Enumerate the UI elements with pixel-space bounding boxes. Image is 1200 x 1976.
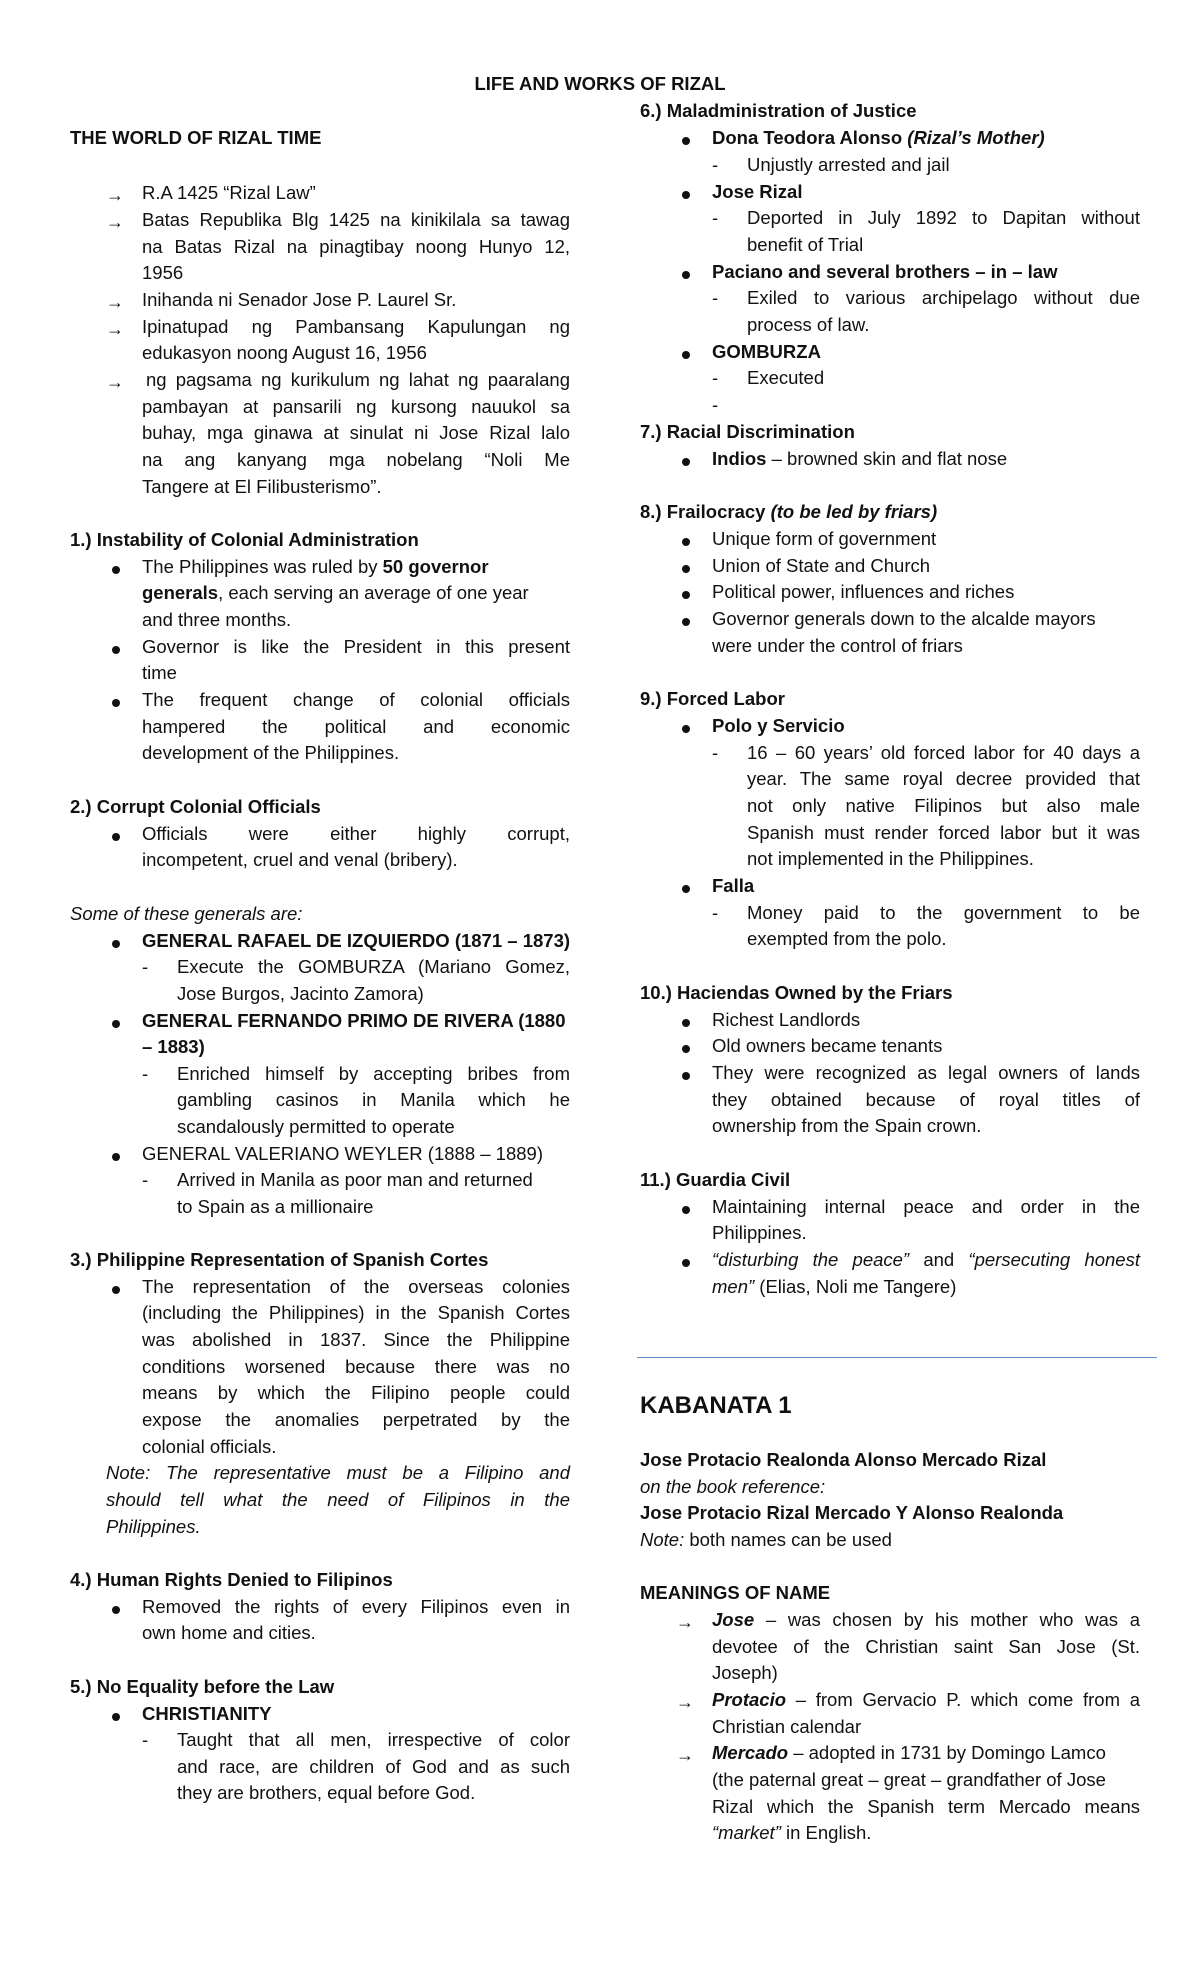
list-item-line: pambayan at pansarili ng kursong nauukol sa [142,396,570,417]
section-heading-4: 4.) Human Rights Denied to Filipinos [70,1569,393,1590]
full-name-reference: Jose Protacio Rizal Mercado Y Alonso Realonda [640,1502,1064,1523]
dash-marker: - [142,1063,149,1084]
section-heading-1: 1.) Instability of Colonial Administration [70,529,419,550]
list-subitem-line: and race, are children of God and as such [177,1756,570,1777]
list-item: They were recognized as legal owners of lands [712,1062,1140,1083]
list-item: Richest Landlords [712,1009,861,1030]
list-item: Governor is like the President in this present [142,636,570,657]
section-heading-2: 2.) Corrupt Colonial Officials [70,796,321,817]
list-item-line: colonial officials. [142,1436,277,1457]
list-item: Inihanda ni Senador Jose P. Laurel Sr. [142,289,457,310]
list-item-line: Joseph) [712,1662,778,1683]
generals-intro: Some of these generals are: [70,903,303,924]
list-item: The Philippines was ruled by 50 governor [142,556,489,577]
list-item-line: Tangere at El Filibusterismo”. [142,476,382,497]
dash-marker: - [142,956,149,977]
bullet-icon [112,833,120,841]
list-item: R.A 1425 “Rizal Law” [142,182,316,203]
section-divider [637,1357,1157,1358]
list-subitem-line: not implemented in the Philippines. [747,848,1034,869]
list-subitem-line: exempted from the polo. [747,928,947,949]
list-item-line: “market” in English. [712,1822,872,1843]
list-subitem-line: year. The same royal decree provided that [747,768,1140,789]
section-heading-6: 6.) Maladministration of Justice [640,100,917,121]
bullet-icon [112,1153,120,1161]
arrow-icon: → [676,1745,694,1765]
list-item-line: expose the anomalies perpetrated by the [142,1409,570,1430]
dash-marker: - [712,902,719,923]
bullet-icon [112,646,120,654]
list-item-line: (including the Philippines) in the Spanish Cortes [142,1302,570,1323]
bullet-icon [112,940,120,948]
list-item-line: (the paternal great – great – grandfather of Jose [712,1769,1106,1790]
list-subitem: Arrived in Manila as poor man and returned [177,1169,533,1190]
list-item-line: devotee of the Christian saint San Jose (St. [712,1636,1140,1657]
dash-marker: - [712,207,719,228]
list-subitem-line: process of law. [747,314,870,335]
dash-marker: - [142,1729,149,1750]
bullet-icon [112,699,120,707]
note-text: Note: both names can be used [640,1529,892,1550]
list-item-line: they obtained because of royal titles of [712,1089,1140,1110]
dash-marker: - [712,394,719,415]
bullet-icon [112,566,120,574]
list-item: GOMBURZA [712,341,821,362]
list-item: “disturbing the peace” and “persecuting honest [712,1249,1140,1270]
arrow-icon: → [676,1612,694,1632]
dash-marker: - [712,287,719,308]
list-item-line: ownership from the Spain crown. [712,1115,982,1136]
section-heading-5: 5.) No Equality before the Law [70,1676,335,1697]
section-heading-10: 10.) Haciendas Owned by the Friars [640,982,953,1003]
list-item-line: own home and cities. [142,1622,316,1643]
list-item: Political power, influences and riches [712,581,1015,602]
list-item-line: time [142,662,177,683]
list-subitem: Deported in July 1892 to Dapitan without [747,207,1140,228]
list-item: Removed the rights of every Filipinos even in [142,1596,570,1617]
arrow-icon: → [106,185,124,205]
list-item-line: Rizal which the Spanish term Mercado means [712,1796,1140,1817]
reference-label: on the book reference: [640,1476,826,1497]
dash-marker: - [712,367,719,388]
bullet-icon [682,1045,690,1053]
list-subitem-line: they are brothers, equal before God. [177,1782,476,1803]
list-item: Indios – browned skin and flat nose [712,448,1008,469]
bullet-icon [682,1072,690,1080]
list-item-line: generals, each serving an average of one year [142,582,529,603]
list-item-line: Christian calendar [712,1716,862,1737]
list-item-line: means by which the Filipino people could [142,1382,570,1403]
list-item-line: 1956 [142,262,184,283]
full-name: Jose Protacio Realonda Alonso Mercado Rizal [640,1449,1047,1470]
list-subitem-line: Spanish must render forced labor but it was [747,822,1140,843]
list-item-line: hampered the political and economic [142,716,570,737]
bullet-icon [682,271,690,279]
list-subitem-line: not only native Filipinos but also male [747,795,1140,816]
meanings-heading: MEANINGS OF NAME [640,1582,831,1603]
list-item: Old owners became tenants [712,1035,943,1056]
list-item: Polo y Servicio [712,715,845,736]
list-item: Maintaining internal peace and order in the [712,1196,1140,1217]
bullet-icon [682,591,690,599]
list-subitem: 16 – 60 years’ old forced labor for 40 days a [747,742,1140,763]
document-title: LIFE AND WORKS OF RIZAL [474,73,726,94]
bullet-icon [682,538,690,546]
arrow-icon: → [106,292,124,312]
list-item-line: incompetent, cruel and venal (bribery). [142,849,458,870]
bullet-icon [112,1286,120,1294]
general-name: GENERAL VALERIANO WEYLER (1888 – 1889) [142,1143,544,1164]
list-subitem-line: gambling casinos in Manila which he [177,1089,570,1110]
section-heading-3: 3.) Philippine Representation of Spanish Cortes [70,1249,489,1270]
bullet-icon [682,1206,690,1214]
bullet-icon [682,1019,690,1027]
list-item-line: buhay, mga ginawa at sinulat ni Jose Rizal lalo [142,422,570,443]
list-subitem: Taught that all men, irrespective of color [177,1729,570,1750]
list-item: Batas Republika Blg 1425 na kinikilala sa tawag [142,209,570,230]
general-name: GENERAL RAFAEL DE IZQUIERDO (1871 – 1873) [142,930,571,951]
list-subitem: Enriched himself by accepting bribes from [177,1063,570,1084]
list-item: Dona Teodora Alonso (Rizal’s Mother) [712,127,1045,148]
list-item-line: na ang kanyang mga nobelang “Noli Me [142,449,570,470]
list-item: Jose Rizal [712,181,803,202]
chapter-title: KABANATA 1 [640,1392,792,1419]
bullet-icon [112,1020,120,1028]
arrow-icon: → [676,1692,694,1712]
bullet-icon [682,191,690,199]
section-heading-11: 11.) Guardia Civil [640,1169,791,1190]
list-subitem-line: benefit of Trial [747,234,864,255]
list-item-line: men” (Elias, Noli me Tangere) [712,1276,957,1297]
list-subitem-line: to Spain as a millionaire [177,1196,374,1217]
list-item-line: conditions worsened because there was no [142,1356,570,1377]
list-item: The representation of the overseas colonies [142,1276,570,1297]
list-item: Protacio – from Gervacio P. which come from a [712,1689,1140,1710]
note-text: Note: The representative must be a Filipino and [106,1462,570,1483]
note-text-line: should tell what the need of Filipinos in the [106,1489,570,1510]
dash-marker: - [712,742,719,763]
list-item: ng pagsama ng kurikulum ng lahat ng paaralang [146,369,570,390]
list-item: Unique form of government [712,528,937,549]
list-item-line: and three months. [142,609,292,630]
list-subitem: Unjustly arrested and jail [747,154,950,175]
section-heading-8: 8.) Frailocracy (to be led by friars) [640,501,938,522]
list-item: The frequent change of colonial officials [142,689,570,710]
list-item: Officials were either highly corrupt, [142,823,570,844]
bullet-icon [112,1606,120,1614]
list-subitem: Executed [747,367,825,388]
list-item: Falla [712,875,755,896]
section-heading-7: 7.) Racial Discrimination [640,421,855,442]
arrow-icon: → [106,319,124,339]
list-item: Paciano and several brothers – in – law [712,261,1058,282]
list-subitem: Exiled to various archipelago without due [747,287,1140,308]
list-subitem-line: Jose Burgos, Jacinto Zamora) [177,983,424,1004]
bullet-icon [682,565,690,573]
bullet-icon [682,458,690,466]
bullet-icon [682,137,690,145]
bullet-icon [682,885,690,893]
list-subitem: Money paid to the government to be [747,902,1140,923]
bullet-icon [682,351,690,359]
arrow-icon: → [106,212,124,232]
list-item-line: were under the control of friars [712,635,963,656]
arrow-icon: → [106,372,124,392]
general-name: GENERAL FERNANDO PRIMO DE RIVERA (1880 [142,1010,566,1031]
list-item: Union of State and Church [712,555,931,576]
list-item: Governor generals down to the alcalde mayors [712,608,1096,629]
list-item: Mercado – adopted in 1731 by Domingo Lamco [712,1742,1106,1763]
bullet-icon [112,1713,120,1721]
list-item-line: Philippines. [712,1222,807,1243]
list-item-line: edukasyon noong August 16, 1956 [142,342,427,363]
list-item: Ipinatupad ng Pambansang Kapulungan ng [142,316,570,337]
note-text-line: Philippines. [106,1516,201,1537]
bullet-icon [682,618,690,626]
list-item-line: development of the Philippines. [142,742,400,763]
list-subitem: Execute the GOMBURZA (Mariano Gomez, [177,956,570,977]
section-heading-world-of-rizal: THE WORLD OF RIZAL TIME [70,127,322,148]
dash-marker: - [142,1169,149,1190]
bullet-icon [682,1259,690,1267]
list-item-line: was abolished in 1837. Since the Philippine [142,1329,570,1350]
general-name-line: – 1883) [142,1036,205,1057]
section-heading-9: 9.) Forced Labor [640,688,785,709]
list-subitem-line: scandalously permitted to operate [177,1116,455,1137]
dash-marker: - [712,154,719,175]
bullet-icon [682,725,690,733]
list-item: Jose – was chosen by his mother who was a [712,1609,1140,1630]
list-item: CHRISTIANITY [142,1703,272,1724]
list-item-line: na Batas Rizal na pinagtibay noong Hunyo 12, [142,236,570,257]
